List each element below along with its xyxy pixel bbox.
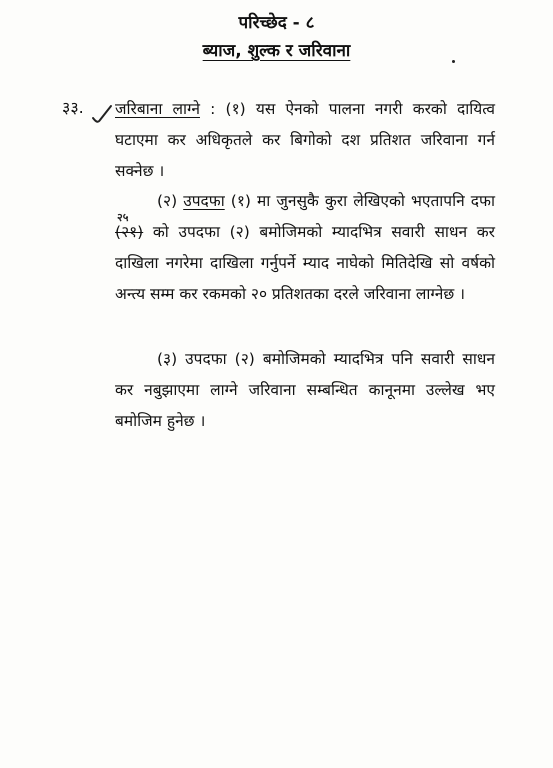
stray-dot (452, 60, 455, 63)
section-number: ३३. (62, 98, 84, 117)
subsection-3-text: (३) उपदफा (२) बमोजिमको म्यादभित्र पनि सवारी साधन कर नबुझाएमा लाग्ने जरिवाना सम्बन्धित कानूनमा उल्लेख भए बमोजिम हुनेछ । (115, 350, 495, 430)
amended-reference (115, 211, 144, 248)
subsection-2-part3: को उपदफा (२) बमोजिमको म्यादभित्र सवारी साधन कर दाखिला नगरेमा दाखिला गर्नुपर्ने म्याद नाघेको मितिदेखि सो वर्षको अन्त्य सम्म कर रकमको २० प्रतिशतका दरले जरिवाना लाग्नेछ । (115, 223, 495, 303)
chapter-number: परिच्छेद - ८ (238, 13, 315, 33)
handwritten-correction: २५ (117, 211, 129, 224)
section-subsection-1 (115, 94, 495, 187)
struck-through-number: (२१) (115, 223, 144, 241)
chapter-title-wrap (0, 38, 553, 61)
section-heading: जरिबाना लाग्ने (115, 100, 200, 118)
subsection-2-underlined-word: उपदफा (183, 192, 225, 210)
chapter-title: ब्याज, शुल्क र जरिवाना (202, 41, 351, 61)
handwritten-tick-mark (91, 104, 113, 124)
subsection-2-part1: (२) (157, 192, 184, 210)
section-subsection-3 (115, 344, 495, 437)
subsection-1-text: : (१) यस ऐनको पालना नगरी करको दायित्व घटाएमा कर अधिकृतले कर बिगोको दश प्रतिशत जरिवाना गर्न सक्नेछ । (115, 100, 495, 180)
section-subsection-2 (115, 186, 495, 310)
subsection-2-part2: (१) मा जुनसुकै कुरा लेखिएको भएतापनि दफा (224, 192, 495, 210)
